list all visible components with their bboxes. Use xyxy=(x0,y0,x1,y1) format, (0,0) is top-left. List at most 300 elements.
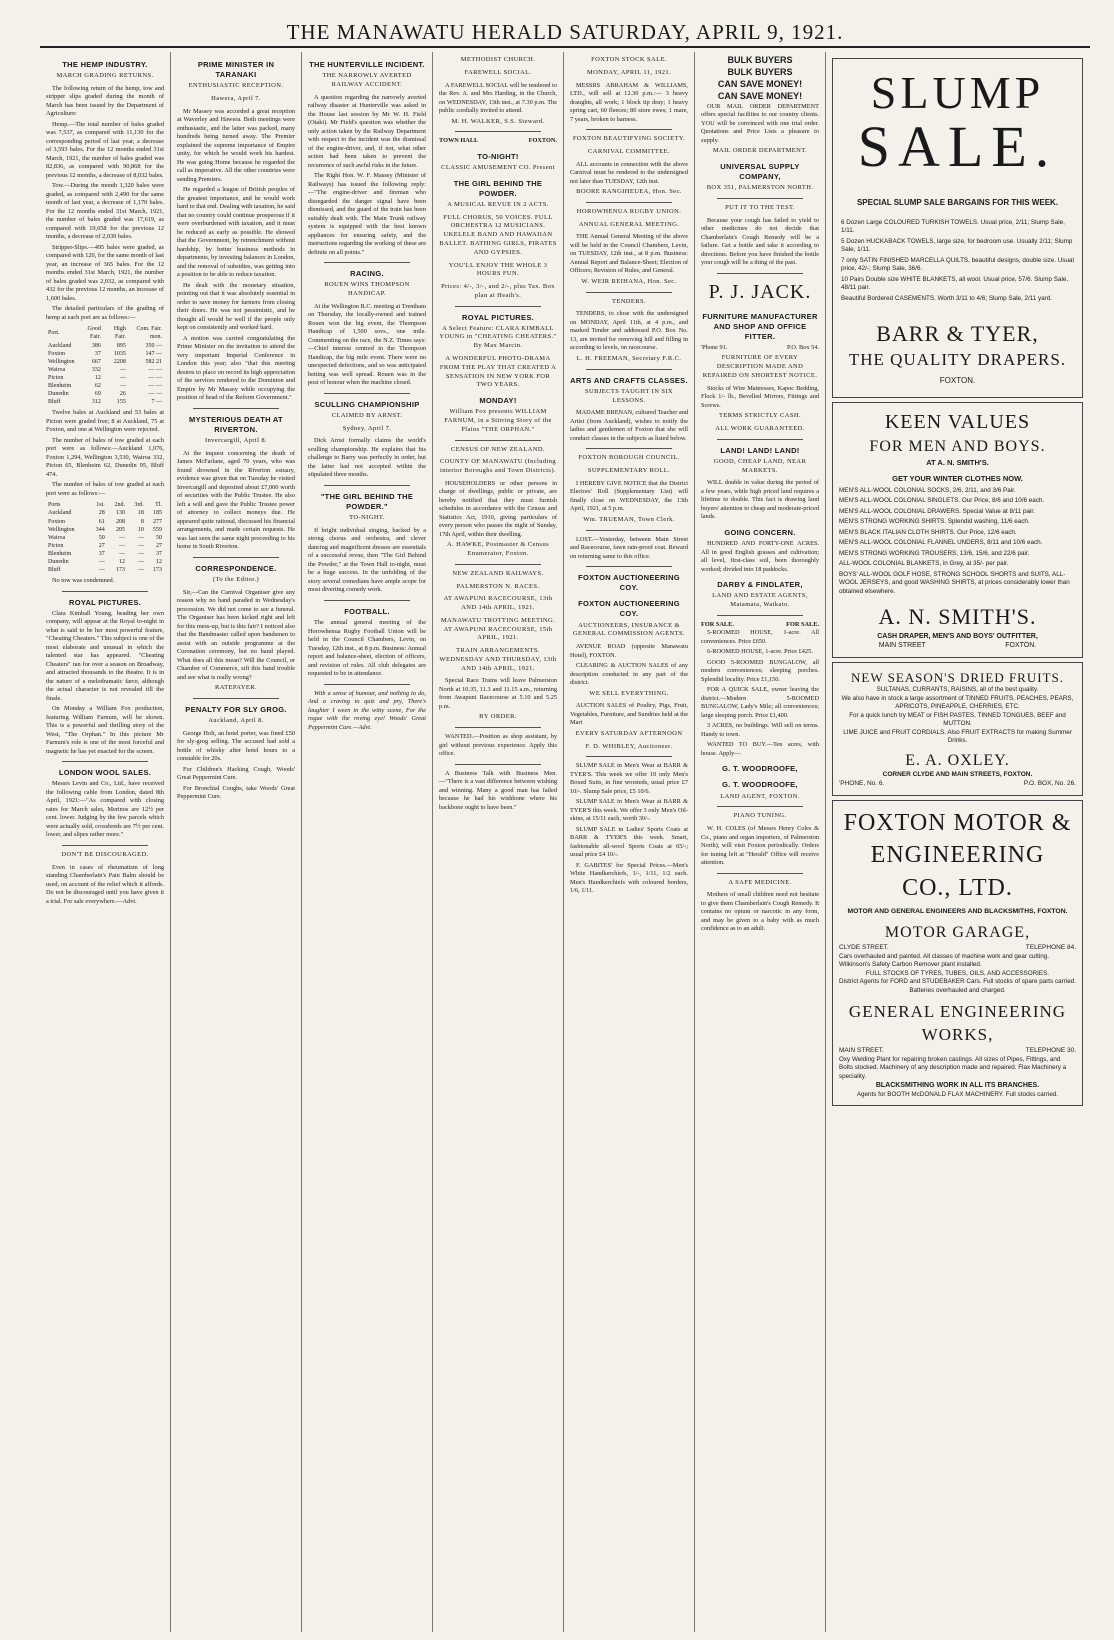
mail-order-paragraph: OUR MAIL ORDER DEPARTMENT offers special facilities to our country clients. YOU will be convinced with one trial order. Quotations and Price Lists a pleasure to supply. xyxy=(701,102,819,144)
booth-agents: Agents for BOOTH McDONALD FLAX MACHINERY. Full stocks carried. xyxy=(856,1090,1059,1098)
mystery-dateline: Invercargill, April 8. xyxy=(204,437,268,445)
table-header-row xyxy=(46,501,164,509)
table-header: 2nd. xyxy=(114,502,125,509)
auction-sales: AUCTION SALES of Poultry, Pigs, Fruit, Vegetables, Furniture, and Sundries held at the Mart xyxy=(570,702,688,727)
list-item: MEN'S ALL-WOOL COLONIAL SINGLETS. Our Price, 8/6 and 10/6 each. xyxy=(839,497,1045,505)
table-cell: — xyxy=(137,567,144,574)
fruits-cordials: LIME JUICE and FRUIT CORDIALS. Also FRUIT EXTRACTS for making Summer Drinks. xyxy=(843,728,1072,745)
list-item: BOYS' ALL-WOOL GOLF HOSE, STRONG SCHOOL SHORTS and SUITS, ALL-WOOL JERSEYS, and good WASHING SHIRTS, at prices considerably lower than obtained elsewhere. xyxy=(839,570,1070,595)
wanted-advert: WANTED.—Position as shop assistant, by girl without previous experience. Apply this office. xyxy=(439,733,557,758)
slump-heading: SLUMP xyxy=(870,67,1045,118)
table-cell: 155 xyxy=(116,399,126,406)
hunterville-sub: THE NARROWLY AVERTED RAILWAY ACCIDENT. xyxy=(322,72,412,88)
table-header: Tl. xyxy=(155,502,162,509)
for-sale-header xyxy=(701,621,819,630)
tenders-sign: L. H. FREEMAN, Secretary F.R.C. xyxy=(576,354,682,362)
works-contact xyxy=(839,1047,1076,1056)
list-item: MEN'S STRONG WORKING TROUSERS, 13/6, 15/6, and 22/6 pair. xyxy=(839,549,1030,557)
smith-name: A. N. SMITH'S. xyxy=(878,604,1037,630)
table-cell: — xyxy=(119,366,126,373)
hunterville-title: THE HUNTERVILLE INCIDENT. xyxy=(309,60,425,69)
table-cell: 50 xyxy=(156,534,162,541)
garage-street: CLYDE STREET. xyxy=(839,943,889,951)
table-cell: 18 xyxy=(137,510,144,517)
table-header: High Fair. xyxy=(113,326,126,341)
county-title: COUNTY OF MANAWATU (Including interior Boroughs and Town Districts). xyxy=(439,458,557,475)
table-row xyxy=(46,542,164,550)
auctioneering-title: FOXTON AUCTIONEERING COY. xyxy=(578,573,680,593)
pm-subtitle: ENTHUSIASTIC RECEPTION. xyxy=(188,82,284,90)
land-paragraph: WILL double in value during the period of a few years, while high priced land requires a lifetime to double. This fact is drawing land buyers' attention to cheap and moderate-priced lands. xyxy=(701,479,819,521)
at-smith: AT A. N. SMITH'S. xyxy=(926,457,989,467)
furniture-manufacturer: FURNITURE MANUFACTURER AND SHOP AND OFFICE FITTER. xyxy=(702,311,818,341)
church-paragraph: A FAREWELL SOCIAL will be tendered to the Rev. A. and Mrs Harding, in the Church, on WEDNESDAY, 13th inst., at 7.30 p.m. The public cordially invited to attend. xyxy=(439,81,557,115)
divider xyxy=(324,600,410,601)
list-item: MEN'S STRONG WORKING SHIRTS. Splendid washing, 11/6 each. xyxy=(839,518,1030,526)
motor-engineers: MOTOR AND GENERAL ENGINEERS AND BLACKSMITHS, FOXTON. xyxy=(847,908,1068,916)
table-cell: — xyxy=(118,534,125,541)
garage-phone: TELEPHONE 84. xyxy=(1025,943,1076,951)
oxley-corner: CORNER CLYDE AND MAIN STREETS, FOXTON. xyxy=(882,771,1033,779)
by-order: BY ORDER. xyxy=(479,713,517,721)
table-cell: 12 xyxy=(156,558,162,565)
divider xyxy=(717,198,803,199)
jack-contact xyxy=(701,344,819,353)
table-cell: Picton xyxy=(48,542,64,549)
oxley-box: P.O. BOX, No. 26. xyxy=(1023,780,1076,788)
divider xyxy=(193,557,279,558)
stock-sale-title: FOXTON STOCK SALE. xyxy=(591,56,667,63)
table-cell: 147 — xyxy=(145,350,162,357)
bargain-item: Beautiful Bordered CASEMENTS. Worth 3/11 to 4/6; Slump Sale, 2/11 yard. xyxy=(841,294,1053,302)
townhall-right: FOXTON. xyxy=(528,137,557,145)
divider xyxy=(586,530,672,531)
piano-paragraph: W. H. COLES (of Messrs Henry Coles & Co., piano and organ importers, of Palmerston North), will visit Foxton periodically. Orders for tuning left at "Herald" Office will receive attention. xyxy=(701,825,819,867)
column-4 xyxy=(433,52,564,1632)
classic-company: CLASSIC AMUSEMENT CO. Present xyxy=(441,163,555,171)
terms-line: TERMS STRICTLY CASH. xyxy=(718,412,802,420)
oxley-contact xyxy=(839,780,1076,789)
column-2 xyxy=(171,52,302,1632)
divider xyxy=(455,131,541,132)
correspondence-sub: (To the Editor.) xyxy=(212,575,260,583)
barr-tyer: BARR & TYER, xyxy=(876,321,1039,347)
quality-drapers: THE QUALITY DRAPERS. xyxy=(848,350,1067,370)
divider xyxy=(324,485,410,486)
masthead: THE MANAWATU HERALD SATURDAY, APRIL 9, 1921. xyxy=(40,20,1090,48)
sly-grog-paragraph: George Holt, an hotel porter, was fined £50 for sly-grog selling. The accused had sold a bottle of whisky after hotel hours to a constable for 20s. xyxy=(177,729,295,763)
we-sell: WE SELL EVERYTHING. xyxy=(589,689,669,697)
land-sub: GOOD, CHEAP LAND, NEAR MARKETS. xyxy=(713,457,807,474)
hemp-paragraph: Tow.—During the month 1,320 bales were graded, as compared with 2,490 for the same month of last year, a decrease of 1,170 bales. For the 12 months ended 31st March, 1921, the number of bales graded was 17,619, as compared with 19,658 for the previous 12 months, a decrease of 2,039 bales. xyxy=(46,182,164,241)
table-row xyxy=(46,382,164,390)
table-cell: 185 xyxy=(153,510,162,517)
lost-advert: LOST.—Yesterday, between Main Street and Racecourse, fawn rain-proof coat. Reward on returning same to this office. xyxy=(570,535,688,560)
pm-paragraph: He regarded a league of British peoples of the greatest importance, and he would work hard to that end. Dealing with taxation, he said that no country could continue prosperous if it were overburdened with taxation, and it must be reduced as early as possible. He showed that the Government, by retrenchment without hardship, by better business methods in departments, by investing balances in London, and the removal of subsidies, was getting into a position to be able to reduce taxation. xyxy=(177,186,295,279)
oxley-name: E. A. OXLEY. xyxy=(905,751,1010,769)
correspondence-title: CORRESPONDENCE. xyxy=(195,563,277,573)
royal-paragraph: Clara Kimball Young, heading her own company, will appear at the Royal to-night in what is said to be her most powerful feature, "Cheating Cheaters." This subject is one of the most elaborate and unusual in which the talented star has appeared. "Cheating Cheaters" ran for over a season on Broadway, and attracted thousands to the theatre. It is in the nature of a melodramatic farce, although the actual character is not revealed till the finale. xyxy=(46,609,164,702)
table-cell: 130 xyxy=(115,510,125,517)
clearing-sales: CLEARING & AUCTION SALES of any description conducted in any part of the district. xyxy=(570,662,688,687)
divider xyxy=(455,764,541,765)
beautifying-title: FOXTON BEAUTIFYING SOCIETY. xyxy=(572,135,686,143)
table-cell: — xyxy=(137,534,144,541)
table-cell: 69 xyxy=(94,391,101,398)
mystery-title: MYSTERIOUS DEATH AT RIVERTON. xyxy=(189,414,283,434)
table-cell: 208 xyxy=(115,518,125,525)
cough-advert: For Children's Hacking Cough, Woods' Great Peppermint Cure. xyxy=(177,765,295,782)
table-cell: 895 xyxy=(116,342,126,349)
divider xyxy=(193,408,279,409)
london-wool-title: LONDON WOOL SALES. xyxy=(58,768,152,778)
bargain-item: 10 Pairs Double size WHITE BLANKETS, all wool. Usual price, 57/6. Slump Sale, 48/11 pair. xyxy=(841,275,1069,292)
gabites-advert: F. GABITES' for Special Prices.—Men's White Handkerchiefs, 1/-, 1/11, 1/2 each. Men's Handkerchiefs with coloured borders, 1/6, 1/11. xyxy=(570,861,688,895)
girl-powder-ad: THE GIRL BEHIND THE POWDER. xyxy=(453,178,543,198)
table-row xyxy=(46,358,164,366)
cash-draper: CASH DRAPER, MEN'S AND BOYS' OUTFITTER, xyxy=(877,632,1038,640)
divider xyxy=(717,873,803,874)
house-listing: 5-ROOMED HOUSE, 1-acre. All conveniences. Price £650. xyxy=(701,629,819,645)
safe-title: A SAFE MEDICINE. xyxy=(728,878,792,886)
men-boys: FOR MEN AND BOYS. xyxy=(869,437,1046,455)
garage-contact xyxy=(839,944,1076,953)
table-row xyxy=(46,526,164,534)
for-sale-label: FOR SALE. xyxy=(701,620,734,628)
council-paragraph: I HEREBY GIVE NOTICE that the District Electors' Roll (Supplementary List) will finally close on WEDNESDAY, the 13th April, 1921, at 5 p.m. xyxy=(570,479,688,513)
table-cell: Picton xyxy=(48,374,64,381)
hemp-paragraph: Stripper-Slips.—495 bales were graded, as compared with 120, for the same month of last year, an increase of 365 bales. For the 12 months ended 31st March, 1921, the number of bales graded was 2,032, as compared with 432 for the previous 12 months, an increase of 1,600 bales. xyxy=(46,243,164,302)
table-row xyxy=(46,518,164,526)
correspondence-paragraph: Sir,—Can the Carnival Organiser give any reason why no band paraded in Wednesday's procession. We did not come to see a funeral. The Organiser has been kicked right and left for this mess-up, but is this fair? I noticed also that the Bandmaster called upon bandsmen to assist with an outside programme at the Coronation ceremony, but no band played. What does all this mean? Will the Council, or Chamber of Commerce, sift this band trouble and see what is really wrong? xyxy=(177,588,295,681)
sly-grog-title: PENALTY FOR SLY GROG. xyxy=(185,704,287,714)
table-cell: Blenheim xyxy=(48,550,72,557)
monday-label: MONDAY! xyxy=(479,396,517,406)
table-cell: 173 xyxy=(115,567,125,574)
table-cell: Auckland xyxy=(48,342,72,349)
house-listing: WANTED TO BUY.—Ten acres, with house. Apply— xyxy=(701,741,819,757)
divider xyxy=(324,684,410,685)
dried-fruits: NEW SEASON'S DRIED FRUITS. xyxy=(850,669,1064,685)
stock-sale-date: MONDAY, APRIL 11, 1921. xyxy=(586,68,672,76)
auctioneering-sub: AUCTIONEERS, INSURANCE & GENERAL COMMISSION AGENTS. xyxy=(572,621,686,638)
table-cell: — — xyxy=(148,383,162,390)
every-saturday: EVERY SATURDAY AFTERNOON xyxy=(575,729,683,737)
hemp-paragraph: The detailed particulars of the grading of hemp at each port are as follows:— xyxy=(46,305,164,321)
beautifying-paragraph: ALL accounts in connection with the above Carnival must be rendered to the undersigned not later than TUESDAY, 12th inst. xyxy=(570,160,688,185)
works-street: MAIN STREET. xyxy=(839,1047,884,1055)
table-cell: 344 xyxy=(95,526,105,533)
railways-title: NEW ZEALAND RAILWAYS. xyxy=(452,569,544,577)
census-paragraph: HOUSEHOLDERS or other persons in charge of dwellings, public or private, are hereby notified that they must furnish schedules in accordance with the Census and Statistics Act, 1910, giving particulars of every person who passes the night of Sunday, 17th April, within their dwelling. xyxy=(439,479,557,538)
racing-sub: ROUEN WINS THOMPSON HANDICAP. xyxy=(324,281,410,298)
sultanas: SULTANAS, CURRANTS, RAISINS, all of the best quality. xyxy=(876,686,1039,694)
railways-date: AT AWAPUNI RACECOURSE, 13th AND 14th APRIL, 1921. xyxy=(443,595,553,612)
test-title: PUT IT TO THE TEST. xyxy=(725,203,795,211)
garage-services: Cars overhauled and painted. All classes of machine work and gear cutting. Wilkinson's Safety Carbon Remover plant installed. xyxy=(839,952,1050,969)
house-listing: 3 ACRES, no buildings. Will sell on terms. Handy to town. xyxy=(701,722,819,738)
woodroofe-name: G. T. WOODROOFE, xyxy=(722,780,798,790)
hemp-grading-table xyxy=(46,325,164,406)
table-cell: — xyxy=(98,558,105,565)
table-cell: 12 xyxy=(118,558,125,565)
table-cell: 27 xyxy=(98,542,105,549)
special-bargains: SPECIAL SLUMP SALE BARGAINS FOR THIS WEEK. xyxy=(856,198,1059,208)
table-cell: 26 xyxy=(119,391,126,398)
table-cell: — xyxy=(98,567,105,574)
column-1 xyxy=(40,52,171,1632)
table-row xyxy=(46,350,164,358)
hemp-paragraph: The following return of the hemp, tow and stripper slips graded during the month of March has been issued by the Department of Agriculture: xyxy=(46,84,164,118)
carnival-committee: CARNIVAL COMMITTEE. xyxy=(588,147,670,155)
mail-order-dept: MAIL ORDER DEPARTMENT. xyxy=(712,147,808,155)
table-cell: 667 xyxy=(91,358,101,365)
universal-address: BOX 351, PALMERSTON NORTH. xyxy=(706,184,814,192)
table-header: Good Fair. xyxy=(87,326,101,341)
orphan-feature: William Fox presents WILLIAM FARNUM, in a Stirring Story of the Plains "THE ORPHAN." xyxy=(444,408,552,433)
column-3 xyxy=(302,52,433,1632)
pm-dateline: Hawera, April 7. xyxy=(211,95,261,103)
slump-advert: SLUMP SALE in Men's Wear at BARR & TYER'S. This week we offer 10 only Men's Boxed Suits, in fine worsteds, usual price £7 10/-. Slump Sale price, £5 10/6. xyxy=(570,762,688,795)
house-listing: GOOD 5-ROOMED BUNGALOW, all modern conveniences; sleeping porches. Splendid locality. Price £1,150. xyxy=(701,658,819,683)
blacksmithing: BLACKSMITHING WORK IN ALL ITS BRANCHES. xyxy=(875,1082,1040,1090)
pm-paragraph: Mr Massey was accorded a great reception at Waverley and Hawera. Both meetings were enthusiastic, and the latter was packed, many hundreds being turned away. The Premier explained the supreme importance of Empire unity, for which he would work his hardest. He was going Home because he regarded the call as imperative. All the other countries were sending Premiers. xyxy=(177,107,295,183)
table-header: Ports xyxy=(48,502,61,509)
rugby-sub: ANNUAL GENERAL MEETING. xyxy=(578,220,680,228)
pm-paragraph: He dealt with the monetary situation, pointing out that it was absolutely essential in order to save money for farmers from closing their doors. He was not pessimistic, and he thought all would be well if the people only kept on consistently and worked hard. xyxy=(177,281,295,332)
hemp-paragraph: No tow was condemned. xyxy=(52,577,115,585)
column-6 xyxy=(695,52,826,1632)
darby-sub: LAND AND ESTATE AGENTS, Matamata, Waikato. xyxy=(712,592,808,608)
prices-line: Prices: 4/-, 3/-, and 2/-, plus Tax. Box plan at Heath's. xyxy=(441,283,555,299)
table-header: 3rd. xyxy=(134,502,144,509)
table-row xyxy=(46,398,164,406)
woodroofe-name: G. T. WOODROOFE, xyxy=(722,764,798,774)
table-cell: 8 xyxy=(140,518,144,525)
correspondence-sign: RATEPAYER. xyxy=(215,684,257,692)
furniture-line: FURNITURE OF EVERY DESCRIPTION MADE AND REPAIRED ON SHORTEST NOTICE. xyxy=(702,354,818,380)
table-header: 1st. xyxy=(96,502,105,509)
tonight-label: TO-NIGHT! xyxy=(477,151,519,161)
hundred-acres: HUNDRED AND FORTY-ONE ACRES. All in good English grasses and cultivation; all level, first-class soil, been thoroughly worked; divided into 18 paddocks. xyxy=(701,540,819,573)
table-cell: — xyxy=(137,542,144,549)
table-cell: Blenheim xyxy=(48,383,72,390)
racing-paragraph: At the Wellington R.C. meeting at Trentham on Thursday, the locally-owned and trained Rouen won the big event, the Thompson Handicap of 1,500 sovs., one mile. Commenting on the race, the N.Z. Times says:—Chief interest centred in the Thompson Handicap, the big mile event. There were no unexpected defections, and so was anticipated betting was well spread. Rouen was in the post of honour when the machine closed. xyxy=(308,302,426,387)
discourage-title: DON'T BE DISCOURAGED. xyxy=(61,850,149,858)
smith-ad xyxy=(832,402,1083,658)
list-item: MEN'S ALL-WOOL COLONIAL FLANNEL UNDERS, 8/11 and 10/6 each. xyxy=(839,539,1043,547)
table-cell: 2208 xyxy=(113,358,126,365)
table-row xyxy=(46,509,164,517)
table-cell: Wairoa xyxy=(48,534,66,541)
oxley-phone: 'PHONE, No. 6. xyxy=(839,780,885,788)
hemp-paragraph: Twelve bales at Auckland and 53 bales at Picton were graded free; 8 at Auckland, 75 at Foxton, and one at Wellington were rejected. xyxy=(46,409,164,434)
hemp-paragraph: The number of bales of tow graded at each port were as follows:—Auckland 1,076, Foxton 1,294, Wellington 3,530, Wairoa 332, Picton 65, Blenheim 62, Dunedin 95, Bluff 474. xyxy=(46,436,164,478)
cough-advert: For Bronchial Coughs, take Woods' Great Peppermint Cure. xyxy=(177,784,295,801)
table-row xyxy=(46,342,164,350)
hunterville-paragraph: A question regarding the narrowly averted railway disaster at Hunterville was asked in the House last session by Mr W. H. Field (Otaki). Mr Field's question was whether the only action taken by the Railway Department with respect to the incident was the dismissal of the engine-driver, and, if not, what other action had been taken to prevent the recurrence of such awful risks in the future. xyxy=(308,93,426,169)
table-cell: 559 xyxy=(153,526,162,533)
football-title: FOOTBALL. xyxy=(344,606,390,616)
bargain-item: 7 only SATIN FINISHED MARCELLA QUILTS, beautiful designs, double size. Usual price, 42/-; Slump Sale, 36/6. xyxy=(841,256,1074,273)
divider xyxy=(717,615,803,616)
divider xyxy=(586,292,672,293)
sculling-paragraph: Dick Arnst formally claims the world's sculling championship. He explains that his challenge to Barry was perfectly in order, but the latter had not accepted within the stipulated three months. xyxy=(308,437,426,479)
train-arrangements: TRAIN ARRANGEMENTS. WEDNESDAY AND THURSDAY, 13th AND 14th APRIL, 1921. xyxy=(439,647,557,672)
arts-sub: SUBJECTS TAUGHT IN SIX LESSONS. xyxy=(584,387,674,404)
hemp-subtitle: MARCH GRADING RETURNS. xyxy=(56,72,154,80)
general-engineering: GENERAL ENGINEERING WORKS, xyxy=(848,1002,1067,1045)
table-cell: Dunedin xyxy=(48,558,69,565)
table-cell: 12 xyxy=(94,374,101,381)
table-cell: Wellington xyxy=(48,526,75,533)
list-item: MEN'S BLACK ITALIAN CLOTH SHIRTS. Our Price, 12/6 each. xyxy=(839,528,1017,536)
mystery-paragraph: At the inquest concerning the death of James McFarlane, aged 70 years, who was found drowned in the Riverton estuary, evidence was given that on Tuesday he visited Invercargill and deposited about £7,000 worth of securities with the Public Trustee. He also left a will and gave the Public Trustee power of attorney to collect moneys due. He appeared quite rational, discussed his financial arrangements, and made certain requests. He was last seen the same night proceeding to his home in South Riverton. xyxy=(177,449,295,551)
arts-title: ARTS AND CRAFTS CLASSES. xyxy=(570,375,688,385)
table-cell: 28 xyxy=(98,510,105,517)
stock-sale-paragraph: MESSRS ABRAHAM & WILLIAMS, LTD., will sell at 12.30 p.m.:— 3 heavy draughts, all work; 1 block tip dray; 1 heavy spring cart, 60 fleeces; 80 store ewes; 1 mare, 7 years, broken to harness. xyxy=(570,81,688,123)
divider xyxy=(586,202,672,203)
discourage-paragraph: Even in cases of rheumatism of long standing Chamberlain's Pain Balm should be used, on account of the relief which it affords. Do not be discouraged until you have given it a trial. For sale everywhere.—Advt. xyxy=(46,863,164,905)
jack-pobox: P.O. Box 54. xyxy=(786,343,819,351)
arts-paragraph: MADAME BRENAN, cultured Teacher and Artist (from Auckland), wishes to notify the ladies and gentlemen of Foxton that she will conduct classes in the subjects as listed below. xyxy=(570,409,688,442)
sculling-dateline: Sydney, April 7. xyxy=(342,424,392,432)
divider xyxy=(62,761,148,762)
railways-sub: PALMERSTON N. RACES. xyxy=(456,582,540,590)
tenders-paragraph: TENDERS, to close with the undersigned on MONDAY, April 11th, at 4 p.m., and marked Tender and addressed P.O. Box No. 13, are invited for removing hill and filling in according to levels, on racecourse. xyxy=(570,310,688,352)
foxton-motor-heading: FOXTON MOTOR & xyxy=(843,809,1072,836)
house-listing: FOR A QUICK SALE, owner leaving the district.—Modern 5-ROOMED BUNGALOW, Lady's Mile; all conveniences; large sleeping porch. Price £1,400. xyxy=(701,686,819,719)
slump-advert: SLUMP SALE in Ladies' Sports Coats at BARR & TYER'S this week. Smart, fashionable all-wool Sports Coats at 65/-; usual price £4 10/-. xyxy=(570,825,688,859)
townhall-left: TOWN HALL xyxy=(439,137,479,145)
land-agent: LAND AGENT, FOXTON. xyxy=(720,792,800,800)
list-item: MEN'S ALL-WOOL COLONIAL SOCKS, 2/6, 2/11, and 3/6 Pair. xyxy=(839,486,1016,494)
table-cell: — xyxy=(137,558,144,565)
land-title: LAND! LAND! LAND! xyxy=(720,445,800,455)
divider xyxy=(586,566,672,567)
business-talk: A Business Talk with Business Men.—"There is a vast difference between wishing and winning. Many a good man has failed because he had his wishbone where his backbone ought to have been." xyxy=(439,769,557,811)
divider xyxy=(455,564,541,565)
test-paragraph: Because your cough has failed to yield to other medicines do not decide that Chamberlain's Cough Remedy will be a failure. Get a bottle and take it according to directions. Before you have finished the bottle your cough will be a thing of the past. xyxy=(701,216,819,267)
bargain-item: 6 Dozen Large COLOURED TURKISH TOWELS. Usual price, 2/11; Slump Sale, 1/11. xyxy=(841,218,1065,235)
motor-garage: MOTOR GARAGE, xyxy=(884,924,1031,942)
hunterville-paragraph: The Right Hon. W. F. Massey (Minister of Railways) has issued the following reply:—"The engine-driver and fireman who disregarded the danger signal have been dismissed, and the guard of the train has been suitably dealt with. The Main Trunk railway system is equipped with the best known appliances for ensuring safety, and the instructions regarding the working of these are definite on all points." xyxy=(308,172,426,256)
pm-paragraph: A motion was carried congratulating the Prime Minister on the invitation to attend the very important Imperial Conference in London this year; also "that this meeting desires to place on record its high appreciation of the services rendered to the Dominion and Empire by Mr Massey while occupying the position of head of the Reform Government." xyxy=(177,334,295,402)
fruits-stock: We also have in stock a large assortment of TINNED FRUITS, PEACHES, PEARS, APRICOTS, PINEAPPLE, CHERRIES, ETC. xyxy=(841,694,1074,711)
table-row xyxy=(46,550,164,558)
girl-powder-paragraph: If bright individual singing, backed by a strong chorus and orchestra, and clever dancing and magnificent dresses are essentials of a successful revue, then "The Girl Behind the Powder," at the Town Hall to-night, must be a huge success. In the unfolding of the story several comedians have ample scope for most diverting comedy work. xyxy=(308,526,426,594)
football-paragraph: The annual general meeting of the Horowhenua Rugby Football Union will be held in the Council Chambers, Levin, on Tuesday, 12th inst., at 8 p.m. Business: Annual report and balance-sheet, election of officers, and revision of rules. All club delegates are requested to be in attendance. xyxy=(308,619,426,678)
table-cell: — — xyxy=(148,391,162,398)
council-sub: SUPPLEMENTARY ROLL. xyxy=(587,467,671,475)
engineering-heading: ENGINEERING xyxy=(870,842,1045,869)
auctioneering-address: AVENUE ROAD (opposite Manawatu Hotel), FOXTON. xyxy=(570,643,688,659)
keen-values: KEEN VALUES xyxy=(884,410,1031,433)
universal-supply: UNIVERSAL SUPPLY COMPANY, xyxy=(720,161,800,181)
safe-paragraph: Mothers of small children need not hesitate to give them Chamberlain's Cough Remedy. It contains no opium or narcotic in any form, and may be given to a baby with as much confidence as to an adult. xyxy=(701,891,819,933)
barr-foxton: FOXTON. xyxy=(939,376,976,386)
divider xyxy=(455,440,541,441)
table-cell: 37 xyxy=(94,350,101,357)
full-chorus: FULL CHORUS, 50 VOICES. FULL ORCHESTRA 12 MUSICIANS. UKELELE BAND AND HAWAIIAN BALLET. BATHING GIRLS, PIRATES AND GYPSIES. xyxy=(439,213,557,256)
table-cell: 350 — xyxy=(145,342,162,349)
column-5 xyxy=(564,52,695,1632)
divider xyxy=(586,129,672,130)
table-cell: 173 xyxy=(153,567,162,574)
table-cell: Foxton xyxy=(48,518,66,525)
table-cell: Dunedin xyxy=(48,391,69,398)
table-row xyxy=(46,374,164,382)
table-cell: 62 xyxy=(94,383,101,390)
divider xyxy=(62,845,148,846)
foxton-motor-ad xyxy=(832,800,1083,1106)
table-header: Port. xyxy=(48,330,60,337)
co-ltd-heading: CO., LTD. xyxy=(902,874,1013,901)
enjoy-line: YOU'LL ENJOY THE WHOLE 3 HOURS FUN. xyxy=(448,261,548,278)
divider xyxy=(586,448,672,449)
census-sign: A. HAWKE, Postmaster & Census Enumerator, Foxton. xyxy=(446,541,550,558)
photo-drama: A WONDERFUL PHOTO-DRAMA FROM THE PLAY THAT CREATED A SENSATION IN NEW YORK FOR TWO YEARS. xyxy=(439,355,557,389)
sculling-title: SCULLING CHAMPIONSHIP xyxy=(314,399,420,409)
divider xyxy=(586,756,672,757)
works-services: Oxy Welding Plant for repairing broken castings. All sizes of Pipes, Fittings, and Bolts stocked. Machinery of any description made and repaired. Flax Machinery a speciality. xyxy=(839,1055,1067,1080)
works-phone: TELEPHONE 30. xyxy=(1025,1047,1076,1055)
table-cell: 277 xyxy=(153,518,162,525)
furniture-paragraph: Stocks of Wire Mattresses, Kapoc Bedding, Flock 1/- lb., Bevelled Mirrors, Fittings and Screws. xyxy=(701,384,819,409)
table-row xyxy=(46,534,164,542)
musical-revue: A MUSICAL REVUE IN 2 ACTS. xyxy=(447,200,549,208)
rugby-paragraph: THE Annual General Meeting of the above will be held in the Council Chambers, Levin, on TUESDAY, 12th inst., at 8 p.m. Business: Annual Report and Balance-Sheet; Election of Officers; Revision of Rules, and General. xyxy=(570,233,688,275)
bulk-buyers: BULK BUYERS xyxy=(727,67,793,78)
table-cell: — xyxy=(137,550,144,557)
table-cell: 37 xyxy=(98,550,105,557)
divider xyxy=(717,439,803,440)
smith-items xyxy=(839,487,1076,597)
table-cell: — — xyxy=(148,366,162,373)
divider xyxy=(455,727,541,728)
divider xyxy=(324,262,410,263)
list-item: ALL-WOOL COLONIAL BLANKETS, in Grey, at 35/- per pair. xyxy=(839,560,1009,568)
sculling-sub: CLAIMED BY ARNST. xyxy=(331,411,403,419)
racing-title: RACING. xyxy=(350,269,384,279)
table-cell: 582 21 xyxy=(145,358,162,365)
table-cell: 205 xyxy=(115,526,125,533)
rugby-sign: W. WEIR REIHANA, Hon. Sec. xyxy=(581,277,677,285)
pm-title: PRIME MINISTER IN TARANAKI xyxy=(197,60,275,80)
divider xyxy=(193,698,279,699)
table-cell: Bluff xyxy=(48,567,61,574)
table-cell: Wairoa xyxy=(48,366,66,373)
london-paragraph: Messrs Levin and Co., Ltd., have received the following cable from London, dated 8th April, 1921:—"As compared with closing rates for March sales, Merinos are 12½ per cent. lower. Judging by the few parcels which were actually sold, crossbreds are 7½ per cent. lower, and slipes rather more." xyxy=(46,780,164,839)
train-paragraph: Special Race Trains will leave Palmerston North at 10.35, 11.3 and 11.15 a.m., returning from Awapuni Racecourse at 5.10 and 5.25 p.m. xyxy=(439,677,557,710)
darby-findlater: DARBY & FINDLATER, xyxy=(717,580,803,590)
going-concern: GOING CONCERN. xyxy=(724,527,796,537)
divider xyxy=(717,806,803,807)
council-sign: Wm. TRUEMAN, Town Clerk. xyxy=(583,515,675,523)
table-cell: 27 xyxy=(156,542,162,549)
table-header-row xyxy=(46,325,164,341)
hemp-paragraph: The number of bales of tow graded at each port were as follows:— xyxy=(46,481,164,497)
list-item: MEN'S ALL-WOOL COLONIAL DRAWERS. Special Value at 8/11 pair. xyxy=(839,507,1035,515)
save-money: CAN SAVE MONEY! xyxy=(717,79,803,90)
sly-grog-dateline: Auckland, April 8. xyxy=(208,717,264,725)
royal-pictures-title: ROYAL PICTURES. xyxy=(68,597,141,607)
smith-town: FOXTON. xyxy=(1005,642,1037,650)
oxley-ad xyxy=(832,662,1083,796)
table-cell: — xyxy=(119,374,126,381)
table-cell: 1035 xyxy=(113,350,126,357)
table-cell: Auckland xyxy=(48,510,72,517)
